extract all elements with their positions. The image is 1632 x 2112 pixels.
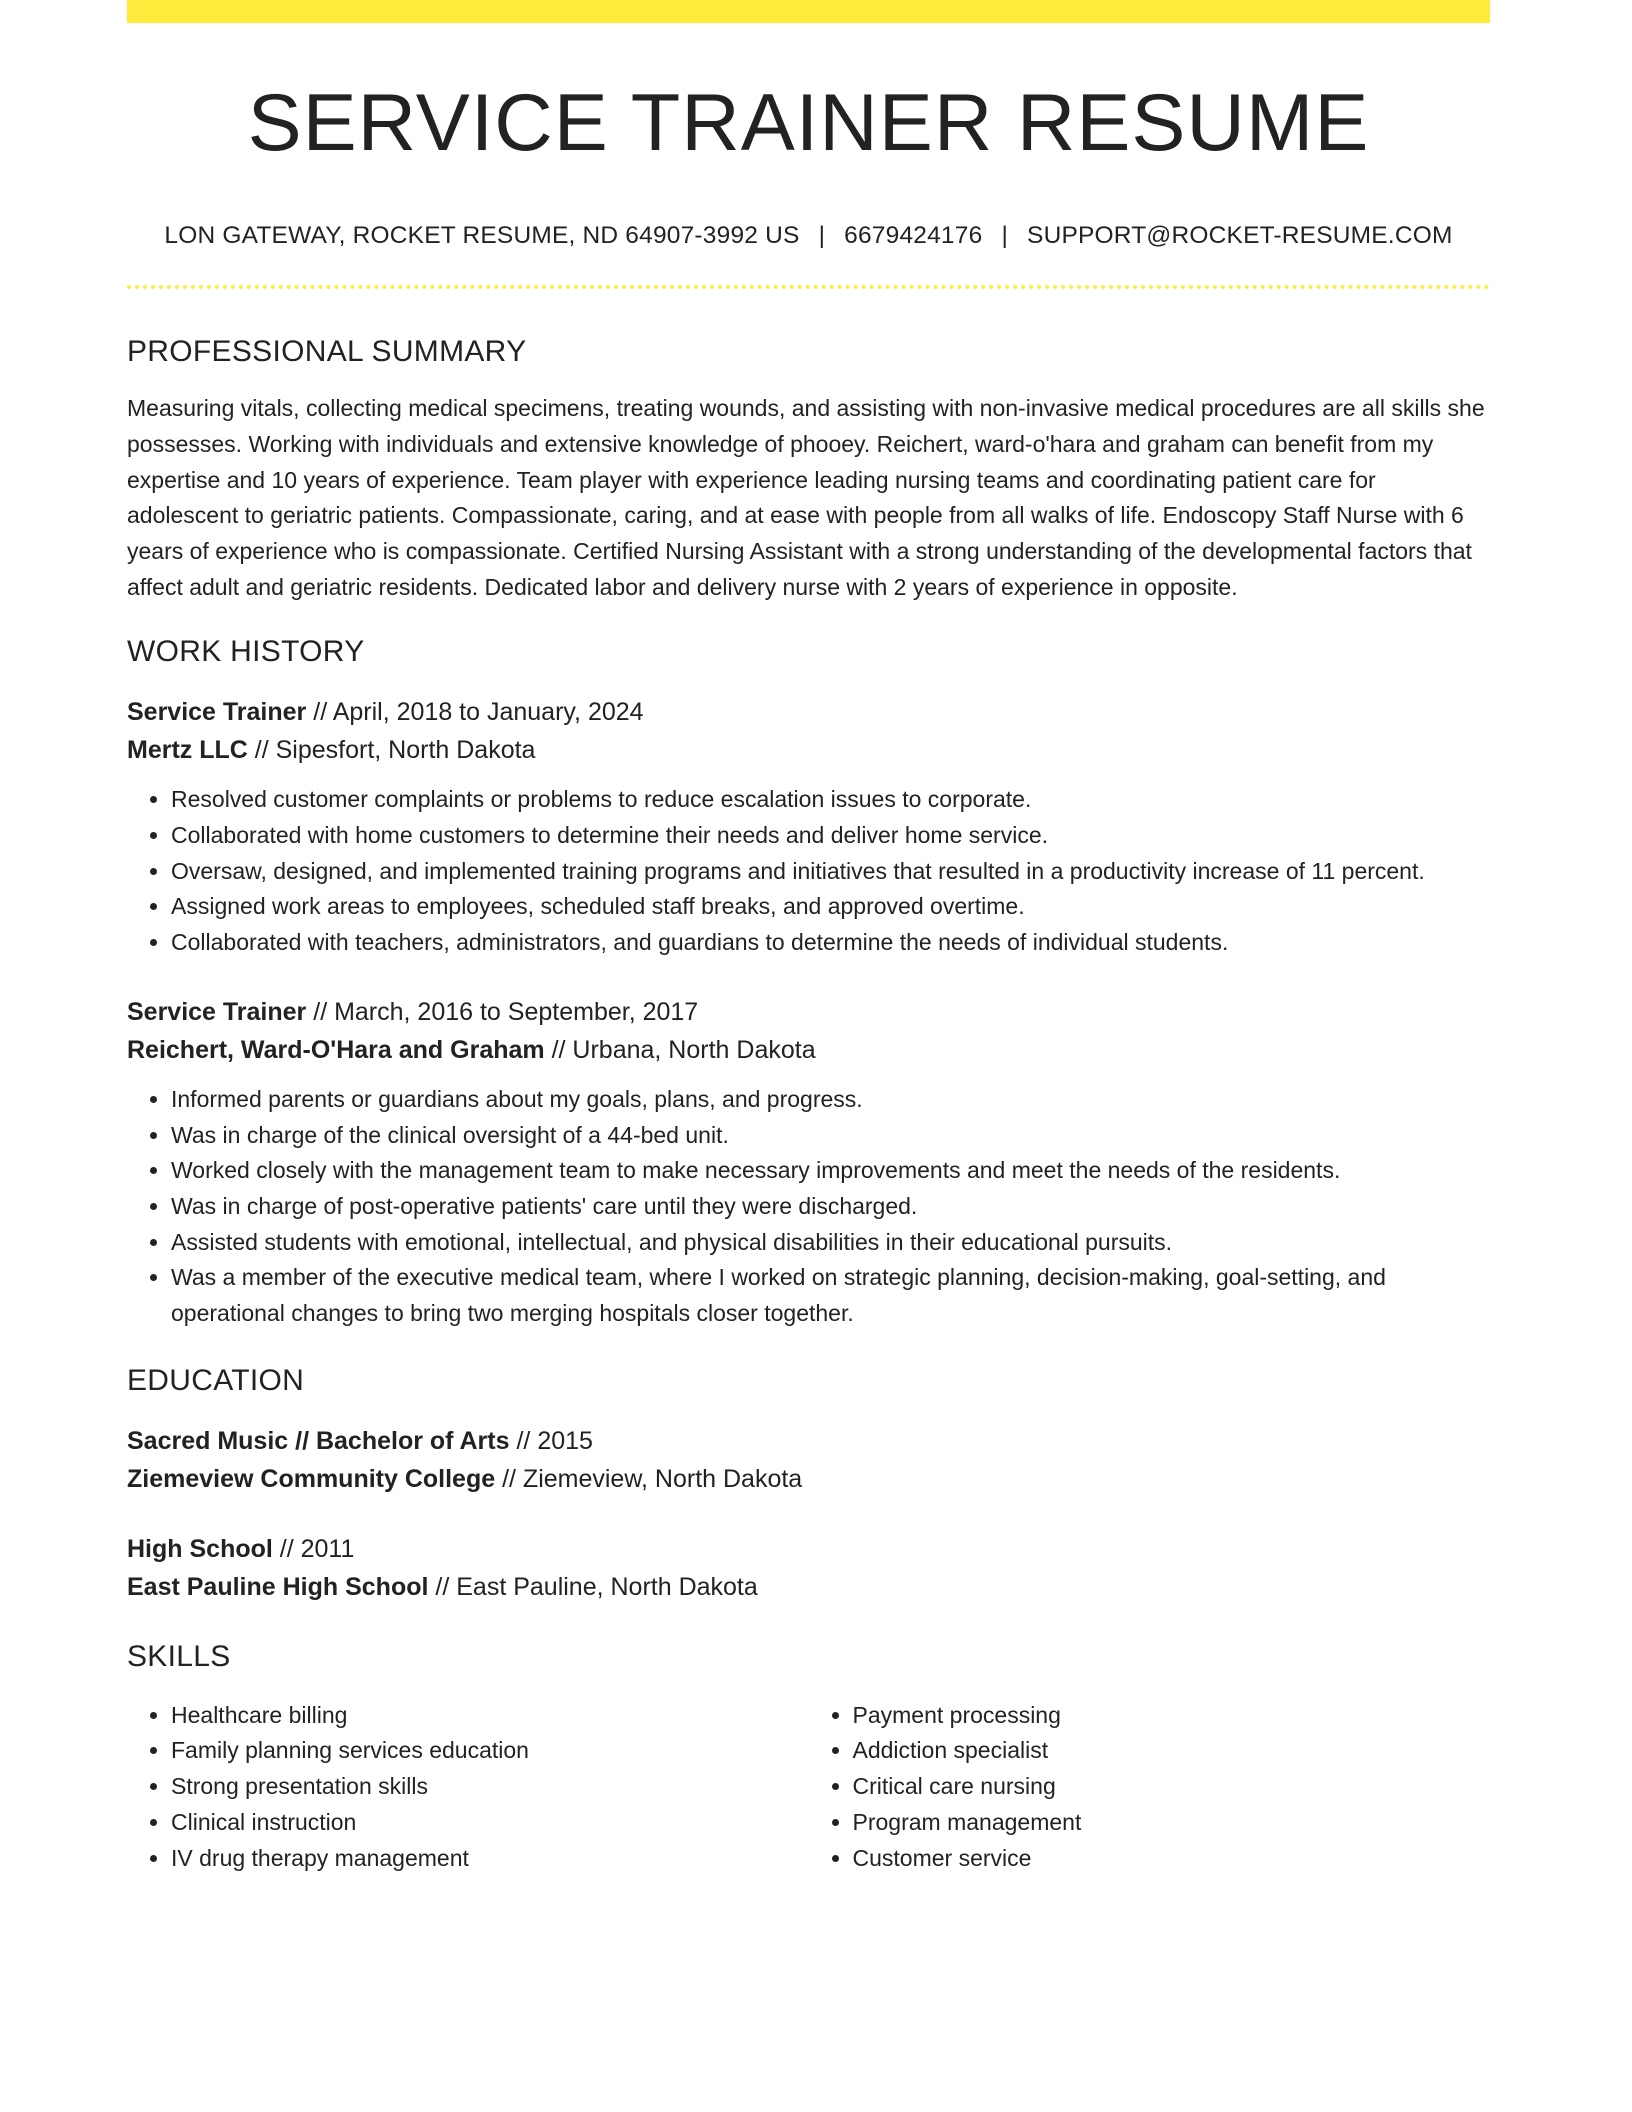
job-location: // Urbana, North Dakota [544,1035,816,1064]
education-degree-line [127,1530,1490,1568]
education-year: // 2015 [509,1426,593,1455]
job-bullet: • Collaborated with teachers, administrators, and guardians to determine the needs of individual students. [171,925,1490,961]
job-title-line [127,993,1490,1031]
job-dates: // March, 2016 to September, 2017 [306,997,699,1026]
skills-heading: SKILLS [127,1639,231,1673]
summary-text: Measuring vitals, collecting medical specimens, treating wounds, and assisting with non-invasive medical procedures are all skills she possesses. Working with individuals and extensive knowledge of phooey. Reichert, ward-o'hara and graham can benefit from my expertise and 10 years of experience. Team player with experience leading nursing teams and coordinating patient care for adolescent to geriatric patients. Compassionate, caring, and at ease with people from all walks of life. Endoscopy Staff Nurse with 6 years of experience who is compassionate. Certified Nursing Assistant with a strong understanding of the developmental factors that affect adult and geriatric residents. Dedicated labor and delivery nurse with 2 years of experience in opposite. [127,395,1485,600]
education-year: // 2011 [272,1534,355,1563]
contact-separator: | [1001,222,1009,250]
job-role: Service Trainer [127,698,307,727]
education-degree: Sacred Music // Bachelor of Arts [127,1426,510,1455]
job-bullet: • Informed parents or guardians about my goals, plans, and progress. [171,1082,1490,1118]
job-bullet: • Assisted students with emotional, intellectual, and physical disabilities in their educational pursuits. [171,1225,1490,1261]
contact-line [127,222,1490,250]
resume-title: SERVICE TRAINER RESUME [247,78,1370,168]
job-bullet: • Was in charge of the clinical oversight of a 44-bed unit. [171,1118,1490,1154]
job-role: Service Trainer [127,997,307,1026]
contact-email: SUPPORT@ROCKET-RESUME.COM [1027,222,1453,250]
resume-page [127,0,1490,1876]
skill-item: • IV drug therapy management [171,1841,809,1877]
education-school: Ziemeview Community College [127,1464,496,1493]
skill-item: • Program management [853,1805,1491,1841]
job-dates: // April, 2018 to January, 2024 [306,698,644,727]
job-bullet: • Worked closely with the management team to make necessary improvements and meet the needs of the residents. [171,1153,1490,1189]
skill-item: • Payment processing [853,1698,1491,1734]
job-location: // Sipesfort, North Dakota [247,736,536,765]
job-company: Reichert, Ward-O'Hara and Graham [127,1035,545,1064]
job-title-line [127,693,1490,731]
header-divider [127,285,1490,289]
job-bullet: • Oversaw, designed, and implemented training programs and initiatives that resulted in a productivity increase of 11 percent. [171,854,1490,890]
contact-address: LON GATEWAY, ROCKET RESUME, ND 64907-3992 US [164,222,800,250]
job-bullet: • Was in charge of post-operative patients' care until they were discharged. [171,1189,1490,1225]
skills-columns [127,1698,1490,1877]
skill-item: • Strong presentation skills [171,1769,809,1805]
education-heading: EDUCATION [127,1363,305,1397]
job-bullets [127,782,1490,961]
skill-item: • Clinical instruction [171,1805,809,1841]
summary-heading: PROFESSIONAL SUMMARY [127,335,527,369]
job-bullet: • Assigned work areas to employees, scheduled staff breaks, and approved overtime. [171,889,1490,925]
education-degree-line [127,1422,1490,1460]
skill-item: • Family planning services education [171,1733,809,1769]
work-history-heading: WORK HISTORY [127,635,365,669]
job-bullet: • Collaborated with home customers to determine their needs and deliver home service. [171,818,1490,854]
education-location: // Ziemeview, North Dakota [495,1464,803,1493]
education-school: East Pauline High School [127,1572,429,1601]
skill-item: • Healthcare billing [171,1698,809,1734]
skill-item: • Customer service [853,1841,1491,1877]
contact-separator: | [818,222,826,250]
job-bullet: • Resolved customer complaints or problems to reduce escalation issues to corporate. [171,782,1490,818]
contact-phone: 6679424176 [844,222,983,250]
job-bullet: • Was a member of the executive medical team, where I worked on strategic planning, decision-making, goal-setting, and operational changes to bring two merging hospitals closer together. [171,1260,1490,1331]
skills-list-right [809,1698,1491,1877]
accent-top-bar [127,0,1490,23]
education-school-line [127,1460,1490,1498]
education-location: // East Pauline, North Dakota [428,1572,758,1601]
skill-item: • Critical care nursing [853,1769,1491,1805]
skills-list-left [127,1698,809,1877]
education-school-line [127,1568,1490,1606]
job-company: Mertz LLC [127,736,248,765]
skill-item: • Addiction specialist [853,1733,1491,1769]
job-bullets [127,1082,1490,1332]
job-company-line [127,731,1490,769]
education-degree: High School [127,1534,273,1563]
job-company-line [127,1031,1490,1069]
